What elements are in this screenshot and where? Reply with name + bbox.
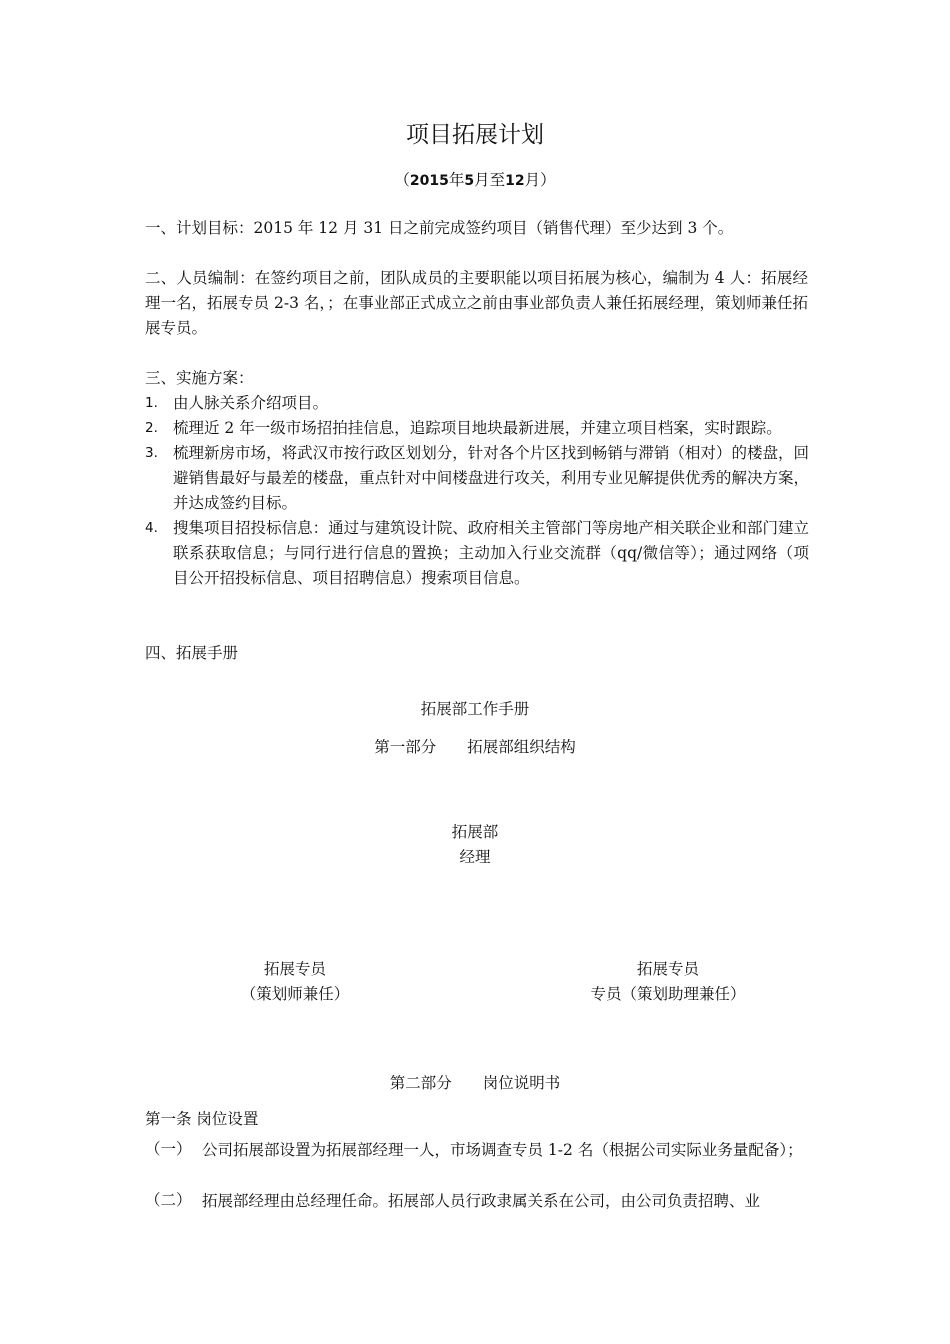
section-implementation-heading: 三、实施方案：: [145, 369, 254, 387]
document-title: 项目拓展计划: [406, 122, 544, 148]
list-item-number: 1.: [145, 395, 158, 411]
org-node-label: 拓展专员: [636, 960, 699, 978]
list-item-text: 由人脉关系介绍项目。: [173, 394, 329, 412]
org-node-specialist-left: [195, 957, 395, 1007]
org-node-label: （策划师兼任）: [240, 985, 350, 1003]
subtitle-text: 月）: [524, 171, 556, 189]
list-item-text: 搜集项目招投标信息：通过与建筑设计院、政府相关主管部门等房地产相关联企业和部门建立联系获取信息；与同行进行信息的置换；主动加入行业交流群（qq/微信等）；通过网络（项目公开招投标信息、项目招聘信息）搜索项目信息。: [173, 519, 809, 587]
org-node-label: 经理: [459, 848, 491, 866]
subtitle-open: （: [394, 171, 410, 189]
clause-text: 拓展部经理由总经理任命。拓展部人员行政隶属关系在公司，由公司负责招聘、业: [202, 1192, 761, 1210]
section-plan-goal: 一、计划目标：2015 年 12 月 31 日之前完成签约项目（销售代理）至少达到 3 个。: [145, 219, 734, 237]
org-node-label: 专员（策划助理兼任）: [590, 985, 746, 1003]
list-item-text: 梳理近 2 年一级市场招拍挂信息，追踪项目地块最新进展，并建立项目档案，实时跟踪。: [173, 419, 782, 437]
clause-number: （二）: [145, 1191, 192, 1209]
clause-text: 公司拓展部设置为拓展部经理一人，市场调查专员 1-2 名（根据公司实际业务量配备）；: [202, 1141, 803, 1159]
part-one-heading: 第一部分 拓展部组织结构: [374, 738, 576, 756]
subtitle-month-end: 12: [505, 173, 525, 189]
list-item-number: 4.: [145, 520, 158, 536]
article-one-heading: 第一条 岗位设置: [145, 1110, 259, 1128]
org-node-label: 拓展部: [451, 823, 499, 841]
org-node-specialist-right: [548, 957, 788, 1007]
section-manual-heading: 四、拓展手册: [145, 644, 239, 662]
subtitle-text: 年: [448, 171, 465, 189]
document-subtitle: [0, 168, 950, 190]
section-staffing: 二、人员编制：在签约项目之前，团队成员的主要职能以项目拓展为核心，编制为 4 人：拓展经理一名，拓展专员 2-3 名，；在事业部正式成立之前由事业部负责人兼任拓展经理，策划师兼任拓展专员。: [145, 269, 808, 337]
subtitle-year: 2015: [409, 173, 449, 189]
org-node-label: 拓展专员: [263, 960, 326, 978]
list-item-number: 3.: [145, 445, 158, 461]
org-node-manager: [375, 820, 575, 870]
list-item-number: 2.: [145, 420, 158, 436]
manual-title: 拓展部工作手册: [420, 700, 530, 718]
subtitle-text: 月至: [474, 171, 506, 189]
subtitle-month-start: 5: [464, 173, 475, 189]
clause-number: （一）: [145, 1140, 192, 1158]
list-item-text: 梳理新房市场，将武汉市按行政区划划分，针对各个片区找到畅销与滞销（相对）的楼盘，回避销售最好与最差的楼盘，重点针对中间楼盘进行攻关，利用专业见解提供优秀的解决方案，并达成签约目标。: [173, 444, 809, 512]
part-two-heading: 第二部分 岗位说明书: [389, 1074, 561, 1092]
